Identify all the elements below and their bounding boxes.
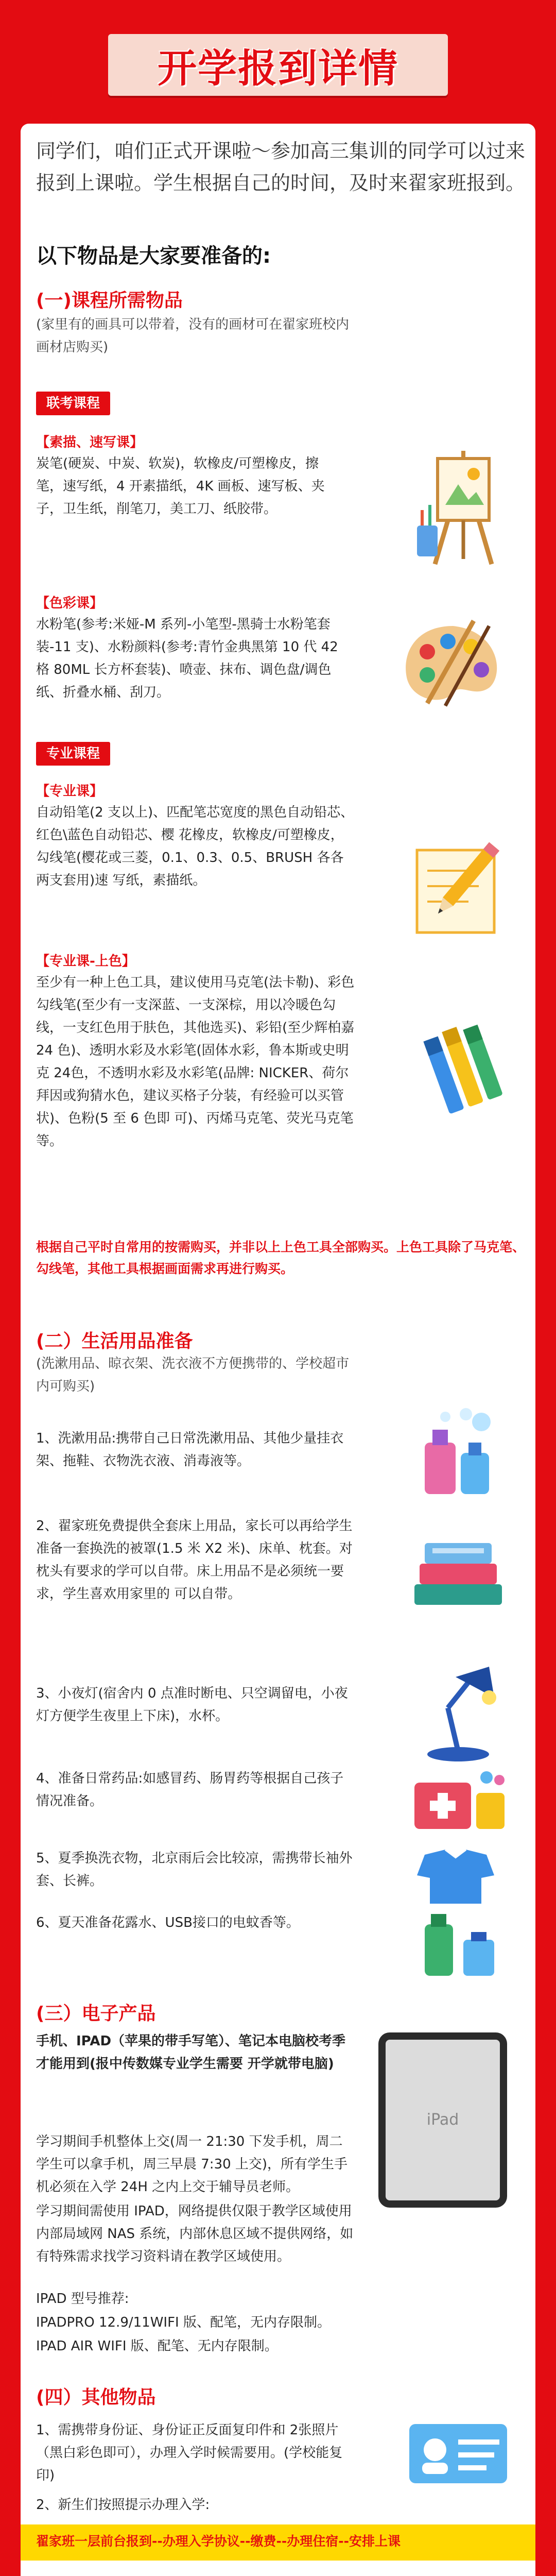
section1-note: (家里有的画具可以带着，没有的画材可在翟家班校内画材店购买) — [36, 317, 350, 355]
content-card — [21, 124, 535, 2576]
section2-title: (二）生活用品准备 — [36, 1331, 193, 1352]
life-item-4: 4、准备日常药品:如感冒药、肠胃药等根据自己孩子情况准备。 — [36, 1771, 344, 1809]
bug-spray-icon — [404, 1904, 507, 1981]
electronics-intro: 手机、IPAD（苹果的带手写笔）、笔记本电脑校考季才能用到(报中传数媒专业学生需要 开学就带电脑) — [36, 2033, 346, 2072]
title-banner — [108, 34, 448, 96]
section1-title: (一)课程所需物品 — [36, 290, 183, 311]
electronics-para2: 学习期间需使用 IPAD，网络提供仅限于教学区域使用内部局域网 NAS 系统，内部休息区域不提供网络，如有特殊需求找学习资料请在教学区域使用。 — [36, 2204, 354, 2264]
life-item-1: 1、洗漱用品:携带自己日常洗漱用品、其他少量挂衣架、拖鞋、衣物洗衣液、消毒液等。 — [36, 1431, 344, 1469]
ipad-screen: iPad — [386, 2040, 500, 2200]
palette-icon — [396, 616, 510, 714]
notepad-pencil-icon — [402, 835, 510, 938]
section4-title: (四）其他物品 — [36, 2387, 156, 2408]
easel-icon — [407, 448, 510, 567]
id-card-icon — [404, 2416, 512, 2488]
life-item-3: 3、小夜灯(宿舍内 0 点准时断电、只空调留电，小夜灯方便学生夜里上下床)，水杯。 — [36, 1686, 348, 1724]
shangse-tag: 【专业课-上色】 — [36, 954, 135, 969]
sumiao-tag: 【素描、速写课】 — [36, 435, 144, 450]
life-item-6: 6、夏天准备花露水、USB接口的电蚊香等。 — [36, 1915, 300, 1930]
life-item-2: 2、翟家班免费提供全套床上用品，家长可以再给学生准备一套换洗的被罩(1.5 米 X2 米)、床单、枕套。对枕头有要求的学可以自带。床上用品不是必须统一要求，学生喜欢用家里的 可以自带。 — [36, 1518, 353, 1602]
badge-lianke: 联考课程 — [36, 392, 110, 415]
life-item-5: 5、夏季换洗衣物，北京雨后会比较凉，需携带长袖外套、长裤。 — [36, 1851, 353, 1889]
process-flow-bar — [21, 2524, 535, 2561]
toiletries-icon — [404, 1396, 507, 1499]
ipad-icon — [378, 2032, 507, 2208]
electronics-para1: 学习期间手机整体上交(周一 21:30 下发手机，周二学生可以拿手机，周三早晨 7:30 上交)，所有学生手机必须在入学 24H 之内上交于辅导员老师。 — [36, 2134, 348, 2195]
desk-lamp-icon — [412, 1656, 505, 1765]
prep-heading: 以下物品是大家要准备的: — [36, 244, 271, 268]
secai-text: 水粉笔(参考:米娅-M 系列-小笔型-黑骑士水粉笔套装-11 支)、水粉颜料(参考:青竹金典黑第 10 代 42 格 80ML 长方杯套装)、喷壶、抹布、调色盘/调色纸、折叠水桶、刮刀。 — [36, 617, 338, 700]
secai-tag: 【色彩课】 — [36, 596, 103, 611]
ipad-model-1: IPADPRO 12.9/11WIFI 版、配笔，无内存限制。 — [36, 2315, 331, 2330]
other-item-3 — [36, 2573, 520, 2576]
section2-note: (洗漱用品、晾衣架、洗衣液不方便携带的、学校超市内可购买) — [36, 1356, 350, 1394]
medicine-icon — [404, 1762, 512, 1839]
other-item-1: 1、需携带身份证、身份证正反面复印件和 2张照片（黑白彩色即可），办理入学时候需要用。(学校能复印) — [36, 2422, 343, 2483]
shangse-text: 至少有一种上色工具，建议使用马克笔(法卡勒)、彩色勾线笔(至少有一支深蓝、一支深棕，用以冷暖色勾线，一支红色用于肤色，其他选买)、彩铅(至少辉柏嘉24 色)、透明水彩及水彩笔(固体水彩，鲁本斯或史明克 24色，不透明水彩及水彩笔(品牌: NICKER、荷尔拜因或狗猜水色，建议买格子分装，有经验可以买管状)、色粉(5 至 6 色即 可)、丙烯马克笔、荧光马克笔等。 — [36, 975, 355, 1149]
process-flow-text: 翟家班一层前台报到--办理入学协议--缴费--办理住宿--安排上课 — [36, 2534, 401, 2549]
intro-paragraph: 同学们，咱们正式开课啦～参加高三集训的同学可以过来报到上课啦。学生根据自己的时间，及时来翟家班报到。 — [36, 140, 526, 194]
markers-icon — [412, 1020, 510, 1118]
bedding-icon — [404, 1533, 512, 1615]
zhuanye-tag: 【专业课】 — [36, 784, 103, 799]
clothes-icon — [404, 1839, 512, 1911]
page-title: 开学报到详情 — [158, 45, 398, 91]
other-item-2: 2、新生们按照提示办理入学: — [36, 2497, 210, 2513]
section3-title: (三）电子产品 — [36, 2003, 156, 2024]
shangse-red-note: 根据自己平时自常用的按需购买，并非以上上色工具全部购买。上色工具除了马克笔、勾线笔，其他工具根据画面需求再进行购买。 — [36, 1240, 526, 1276]
zhuanye-text: 自动铅笔(2 支以上)、匹配笔芯宽度的黑色自动铅芯、红色\蓝色自动铅芯、樱 花橡皮，软橡皮/可塑橡皮，勾线笔(樱花或三菱，0.1、0.3、0.5、BRUSH 各各两支套用)速 写纸，素描纸。 — [36, 805, 354, 888]
ipad-models-title: IPAD 型号推荐: — [36, 2291, 129, 2307]
sumiao-text: 炭笔(硬炭、中炭、软炭)，软橡皮/可塑橡皮，擦笔，速写纸，4 开素描纸，4K 画板、速写板、夹子，卫生纸，削笔刀，美工刀、纸胶带。 — [36, 456, 325, 517]
badge-zhuanye: 专业课程 — [36, 742, 110, 766]
ipad-model-2: IPAD AIR WIFI 版、配笔、无内存限制。 — [36, 2338, 278, 2354]
